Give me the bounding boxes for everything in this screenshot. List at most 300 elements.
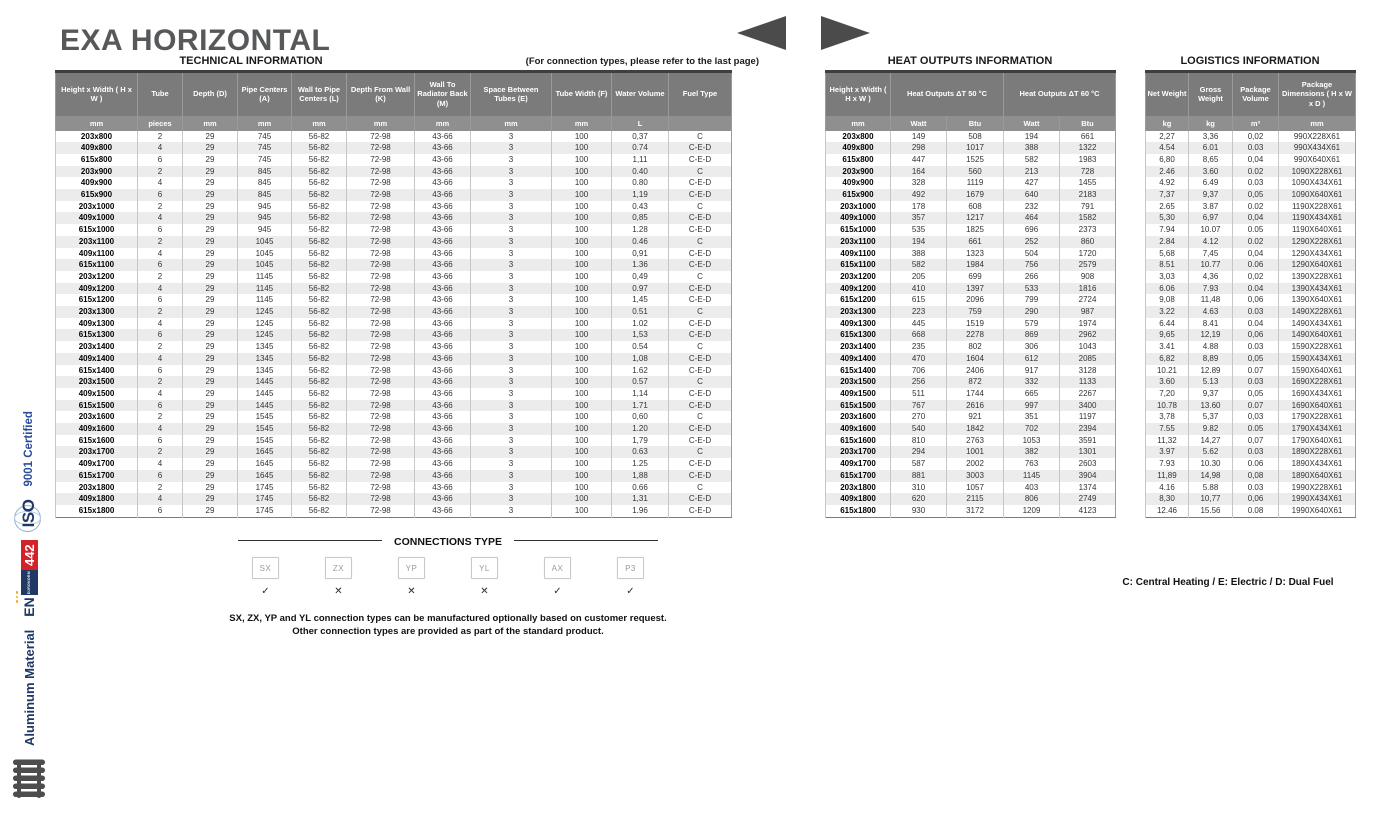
technical-units-row <box>56 116 732 131</box>
cell: 409x1200 <box>826 283 891 295</box>
technical-table <box>55 70 732 518</box>
cell: 10,77 <box>1189 493 1233 505</box>
cell: 409x900 <box>826 177 891 189</box>
cell: 1,14 <box>612 388 669 400</box>
cell: 2 <box>138 166 183 178</box>
cell: 1984 <box>947 259 1004 271</box>
cell: 1679 <box>947 189 1004 201</box>
cell: 56-82 <box>292 248 347 260</box>
page-title: EXA HORIZONTAL <box>60 24 331 57</box>
cell: 1245 <box>238 318 292 330</box>
cell: 1590X434X61 <box>1279 353 1356 365</box>
cell: 661 <box>1060 131 1116 143</box>
cell: 3 <box>471 142 552 154</box>
table-row <box>1146 353 1356 365</box>
cell: 1445 <box>238 400 292 412</box>
cell: 799 <box>1004 294 1060 306</box>
cell: 100 <box>552 318 612 330</box>
cell: C-E-D <box>669 388 732 400</box>
cell: 56-82 <box>292 458 347 470</box>
cell: 8,65 <box>1189 154 1233 166</box>
table-row <box>826 166 1116 178</box>
cell: 203x1000 <box>826 201 891 213</box>
cell: 869 <box>1004 329 1060 341</box>
cell: 7.93 <box>1189 283 1233 295</box>
cell: 3.60 <box>1146 376 1189 388</box>
cell: 745 <box>238 154 292 166</box>
cell: 6 <box>138 259 183 271</box>
column-header: Pipe Centers (A) <box>238 72 292 116</box>
cell: 6 <box>138 189 183 201</box>
cell: 806 <box>1004 493 1060 505</box>
cell: 72-98 <box>347 236 415 248</box>
cell: 1145 <box>238 294 292 306</box>
cell: 1,31 <box>612 493 669 505</box>
cell: 43-66 <box>415 142 471 154</box>
cell: 10.07 <box>1189 224 1233 236</box>
cell: 1582 <box>1060 212 1116 224</box>
table-row <box>826 435 1116 447</box>
cell: 2002 <box>947 458 1004 470</box>
cell: 1745 <box>238 493 292 505</box>
cell: 1842 <box>947 423 1004 435</box>
iso-logo <box>19 500 39 528</box>
connection-types-note: (For connection types, please refer to the last page) <box>525 56 759 67</box>
cell: 43-66 <box>415 411 471 423</box>
cell: 100 <box>552 283 612 295</box>
cell: 2603 <box>1060 458 1116 470</box>
cell: 0.07 <box>1233 365 1279 377</box>
cell: 11,32 <box>1146 435 1189 447</box>
cell: 72-98 <box>347 388 415 400</box>
cell: 3 <box>471 411 552 423</box>
cell: 43-66 <box>415 505 471 517</box>
cell: 2085 <box>1060 353 1116 365</box>
cell: 43-66 <box>415 365 471 377</box>
cell: 56-82 <box>292 259 347 271</box>
cell: 56-82 <box>292 411 347 423</box>
table-row <box>1146 131 1356 143</box>
cell: 72-98 <box>347 411 415 423</box>
cell: 845 <box>238 166 292 178</box>
cell: 194 <box>1004 131 1060 143</box>
cell: 470 <box>891 353 947 365</box>
cell: 43-66 <box>415 493 471 505</box>
cell: 6.44 <box>1146 318 1189 330</box>
table-row <box>1146 236 1356 248</box>
cell: 29 <box>183 259 238 271</box>
cell: 1490X228X61 <box>1279 306 1356 318</box>
cell: 203x1600 <box>56 411 138 423</box>
cell: 100 <box>552 353 612 365</box>
cell: 1.28 <box>612 224 669 236</box>
cell: 582 <box>1004 154 1060 166</box>
cell: 2183 <box>1060 189 1116 201</box>
cell: 0,37 <box>612 131 669 143</box>
cell: 1.02 <box>612 318 669 330</box>
cell: 100 <box>552 224 612 236</box>
connection-availability-mark: ✕ <box>407 586 416 597</box>
cell: 1983 <box>1060 154 1116 166</box>
cell: 100 <box>552 435 612 447</box>
heat-outputs-table <box>825 70 1116 518</box>
cell: 100 <box>552 400 612 412</box>
column-header: Gross Weight <box>1189 72 1233 116</box>
cell: 1390X434X61 <box>1279 283 1356 295</box>
cell: 29 <box>183 236 238 248</box>
cell: 540 <box>891 423 947 435</box>
cell: 43-66 <box>415 224 471 236</box>
cell: 72-98 <box>347 283 415 295</box>
cell: 3 <box>471 131 552 143</box>
cell: 0,04 <box>1233 154 1279 166</box>
cell: 1190X228X61 <box>1279 201 1356 213</box>
cell: 0,03 <box>1233 411 1279 423</box>
cell: 6,97 <box>1189 212 1233 224</box>
cell: 1604 <box>947 353 1004 365</box>
cell: 72-98 <box>347 435 415 447</box>
cell: 4 <box>138 388 183 400</box>
cell: 388 <box>891 248 947 260</box>
cell: 0,85 <box>612 212 669 224</box>
cell: 3904 <box>1060 470 1116 482</box>
connections-title: CONNECTIONS TYPE <box>382 536 514 548</box>
cell: 29 <box>183 470 238 482</box>
cell: 3 <box>471 154 552 166</box>
table-row <box>826 154 1116 166</box>
cell: 164 <box>891 166 947 178</box>
cell: 56-82 <box>292 189 347 201</box>
table-row <box>56 283 732 295</box>
cell: 2 <box>138 306 183 318</box>
cell: C-E-D <box>669 189 732 201</box>
table-row <box>826 329 1116 341</box>
table-row <box>56 166 732 178</box>
table-row <box>826 505 1116 517</box>
cell: 3 <box>471 365 552 377</box>
cell: 1790X434X61 <box>1279 423 1356 435</box>
cell: 3 <box>471 224 552 236</box>
cell: 100 <box>552 248 612 260</box>
table-row <box>826 212 1116 224</box>
cell: 29 <box>183 212 238 224</box>
column-header: Height x Width ( H x W ) <box>56 72 138 116</box>
cell: 205 <box>891 271 947 283</box>
cell: 615x1700 <box>826 470 891 482</box>
cell: 3 <box>471 201 552 213</box>
cell: 56-82 <box>292 306 347 318</box>
heat-section-header <box>825 55 1115 70</box>
cell: 1209 <box>1004 505 1060 517</box>
cell: 0.74 <box>612 142 669 154</box>
cell: 409x1400 <box>56 353 138 365</box>
cell: 213 <box>1004 166 1060 178</box>
cell: 3591 <box>1060 435 1116 447</box>
cell: 43-66 <box>415 248 471 260</box>
cell: 608 <box>947 201 1004 213</box>
table-row <box>826 131 1116 143</box>
cell: 1545 <box>238 435 292 447</box>
cell: 3 <box>471 294 552 306</box>
cell: 203x1300 <box>56 306 138 318</box>
cell: 100 <box>552 236 612 248</box>
cell: 1990X228X61 <box>1279 482 1356 494</box>
cell: 5,68 <box>1146 248 1189 260</box>
cell: 29 <box>183 306 238 318</box>
euronorm-label: EURONORM <box>21 570 38 595</box>
cell: 0.08 <box>1233 505 1279 517</box>
cell: 0.80 <box>612 177 669 189</box>
cell: 0,07 <box>1233 435 1279 447</box>
connections-title-row <box>238 532 658 548</box>
cell: 43-66 <box>415 236 471 248</box>
cell: 56-82 <box>292 131 347 143</box>
cell: 29 <box>183 493 238 505</box>
cell: 0,02 <box>1233 131 1279 143</box>
cell: 587 <box>891 458 947 470</box>
cell: 7.94 <box>1146 224 1189 236</box>
cell: 696 <box>1004 224 1060 236</box>
cell: 3,36 <box>1189 131 1233 143</box>
cell: 845 <box>238 177 292 189</box>
cell: 0,91 <box>612 248 669 260</box>
cell: 2 <box>138 271 183 283</box>
iso-label: ISO <box>19 499 38 528</box>
cell: 665 <box>1004 388 1060 400</box>
cell: 1145 <box>1004 470 1060 482</box>
cell: 1053 <box>1004 435 1060 447</box>
cell: 56-82 <box>292 236 347 248</box>
cell: 4123 <box>1060 505 1116 517</box>
cell: 56-82 <box>292 376 347 388</box>
cell: 203x1500 <box>826 376 891 388</box>
cell: 235 <box>891 341 947 353</box>
cell: 2 <box>138 446 183 458</box>
cell: 791 <box>1060 201 1116 213</box>
table-row <box>56 400 732 412</box>
cell: 1045 <box>238 248 292 260</box>
cell: 1045 <box>238 259 292 271</box>
cell: 203x1000 <box>56 201 138 213</box>
cell: 203x1800 <box>826 482 891 494</box>
cell: 56-82 <box>292 212 347 224</box>
table-row <box>826 482 1116 494</box>
cell: 2 <box>138 236 183 248</box>
cell: 6.01 <box>1189 142 1233 154</box>
table-row <box>1146 166 1356 178</box>
cell: C-E-D <box>669 493 732 505</box>
cell: 1545 <box>238 423 292 435</box>
cell: 1445 <box>238 376 292 388</box>
cell: 43-66 <box>415 259 471 271</box>
cell: 615 <box>891 294 947 306</box>
table-row <box>56 435 732 447</box>
connection-type-item <box>617 557 644 597</box>
cell: 3.22 <box>1146 306 1189 318</box>
unit-cell: pieces <box>138 116 183 131</box>
table-row <box>56 177 732 189</box>
cell: C <box>669 271 732 283</box>
column-header: Heat Outputs ΔT 60 °C <box>1004 72 1116 116</box>
cell: 10.78 <box>1146 400 1189 412</box>
cell: 745 <box>238 131 292 143</box>
cell: 1,53 <box>612 329 669 341</box>
cell: 72-98 <box>347 248 415 260</box>
cell: 3128 <box>1060 365 1116 377</box>
cell: 1720 <box>1060 248 1116 260</box>
next-page-arrow-icon[interactable] <box>821 16 870 50</box>
cell: 72-98 <box>347 400 415 412</box>
column-header: Depth From Wall (K) <box>347 72 415 116</box>
cell: 3 <box>471 236 552 248</box>
cell: 43-66 <box>415 154 471 166</box>
table-row <box>1146 259 1356 271</box>
unit-cell: mm <box>826 116 891 131</box>
cell: 533 <box>1004 283 1060 295</box>
column-header: Wall To Radiator Back (M) <box>415 72 471 116</box>
en442-badge <box>21 540 38 595</box>
cell: 1790X640X61 <box>1279 435 1356 447</box>
cell: 0.03 <box>1233 177 1279 189</box>
cell: 6,80 <box>1146 154 1189 166</box>
unit-cell: mm <box>292 116 347 131</box>
en-label: EN <box>21 597 37 617</box>
cell: 4.12 <box>1189 236 1233 248</box>
cell: 409x800 <box>826 142 891 154</box>
cell: 1745 <box>238 505 292 517</box>
cell: 29 <box>183 294 238 306</box>
cell: 872 <box>947 376 1004 388</box>
previous-page-arrow-icon[interactable] <box>737 16 786 50</box>
cell: 56-82 <box>292 341 347 353</box>
cell: 4 <box>138 248 183 260</box>
cell: 43-66 <box>415 177 471 189</box>
cell: 8.51 <box>1146 259 1189 271</box>
table-row <box>56 189 732 201</box>
table-row <box>826 423 1116 435</box>
cell: 0.63 <box>612 446 669 458</box>
table-row <box>826 470 1116 482</box>
cell: 0,02 <box>1233 271 1279 283</box>
cell: 8,89 <box>1189 353 1233 365</box>
cell: 403 <box>1004 482 1060 494</box>
cell: 13.60 <box>1189 400 1233 412</box>
cell: 0,05 <box>1233 353 1279 365</box>
cell: 3.60 <box>1189 166 1233 178</box>
cell: 72-98 <box>347 493 415 505</box>
cell: 100 <box>552 271 612 283</box>
unit-cell: mm <box>238 116 292 131</box>
cell: 699 <box>947 271 1004 283</box>
cell: 640 <box>1004 189 1060 201</box>
technical-section-header <box>55 55 759 70</box>
cell: C <box>669 446 732 458</box>
table-row <box>56 201 732 213</box>
cell: 2 <box>138 341 183 353</box>
cell: 43-66 <box>415 131 471 143</box>
cell: 5.88 <box>1189 482 1233 494</box>
cell: 10.30 <box>1189 458 1233 470</box>
cell: 310 <box>891 482 947 494</box>
cell: 1145 <box>238 271 292 283</box>
cell: C-E-D <box>669 212 732 224</box>
cell: 29 <box>183 435 238 447</box>
table-row <box>56 505 732 517</box>
cell: 1690X640X61 <box>1279 400 1356 412</box>
table-row <box>826 388 1116 400</box>
connection-type-box: ZX <box>325 557 352 579</box>
cell: 203x1700 <box>826 446 891 458</box>
cell: 2 <box>138 201 183 213</box>
table-row <box>1146 294 1356 306</box>
cell: 4 <box>138 283 183 295</box>
cell: 1890X434X61 <box>1279 458 1356 470</box>
table-row <box>56 470 732 482</box>
cell: 0,06 <box>1233 329 1279 341</box>
logistics-section-title: LOGISTICS INFORMATION <box>1180 55 1320 67</box>
table-row <box>56 458 732 470</box>
cell: 767 <box>891 400 947 412</box>
table-row <box>1146 388 1356 400</box>
cell: 409x1600 <box>826 423 891 435</box>
cell: 1290X228X61 <box>1279 236 1356 248</box>
column-header: Height x Width ( H x W ) <box>826 72 891 116</box>
cell: 100 <box>552 201 612 213</box>
cell: 3.87 <box>1189 201 1233 213</box>
cell: 29 <box>183 411 238 423</box>
cell: 1990X640X61 <box>1279 505 1356 517</box>
cell: 56-82 <box>292 400 347 412</box>
cell: 3,03 <box>1146 271 1189 283</box>
table-row <box>826 493 1116 505</box>
cell: 1.71 <box>612 400 669 412</box>
cell: 0.97 <box>612 283 669 295</box>
cell: 100 <box>552 177 612 189</box>
cell: 1045 <box>238 236 292 248</box>
cell: 29 <box>183 505 238 517</box>
cell: 881 <box>891 470 947 482</box>
table-row <box>56 142 732 154</box>
cell: 72-98 <box>347 329 415 341</box>
cell: 1345 <box>238 365 292 377</box>
table-row <box>1146 306 1356 318</box>
cell: 615x1300 <box>56 329 138 341</box>
cell: 1301 <box>1060 446 1116 458</box>
cell: 4 <box>138 423 183 435</box>
cell: 0.40 <box>612 166 669 178</box>
cell: 56-82 <box>292 423 347 435</box>
cell: 615x1000 <box>826 224 891 236</box>
cell: C <box>669 411 732 423</box>
table-row <box>56 236 732 248</box>
cell: 7.93 <box>1146 458 1189 470</box>
connection-type-box: P3 <box>617 557 644 579</box>
cell: C-E-D <box>669 329 732 341</box>
table-row <box>56 341 732 353</box>
cell: C-E-D <box>669 283 732 295</box>
cell: 2 <box>138 411 183 423</box>
cell: 6 <box>138 470 183 482</box>
cell: C-E-D <box>669 435 732 447</box>
cell: 0.04 <box>1233 318 1279 330</box>
cell: 72-98 <box>347 458 415 470</box>
unit-cell: mm <box>552 116 612 131</box>
en442-number: 442 <box>21 540 38 570</box>
cell: 3 <box>471 388 552 400</box>
cell: 0.03 <box>1233 446 1279 458</box>
cell: 72-98 <box>347 259 415 271</box>
cell: C-E-D <box>669 400 732 412</box>
